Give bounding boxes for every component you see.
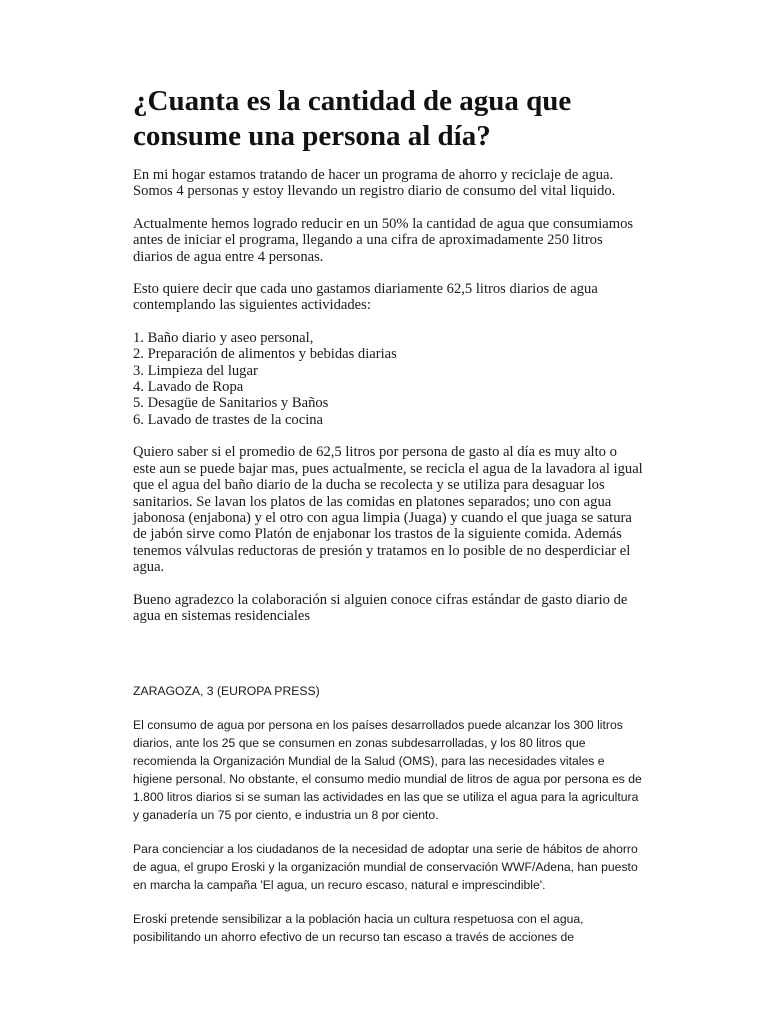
- list-item: 4. Lavado de Ropa: [133, 379, 244, 396]
- page-title: ¿Cuanta es la cantidad de agua que consume una persona al día?: [133, 85, 572, 152]
- question-paragraph-1: Quiero saber si el promedio de 62,5 litros por persona de gasto al día es muy alto o este aun se puede bajar mas, pues actualmente, se recicla el agua de la lavadora al igual que el agua del baño diario de la ducha se recolecta y se utiliza para desaguar los sanitarios. Se lavan los platos de las comidas en platones separados; uno con agua jabonosa (enjabona) y el otro con agua limpia (Juaga) y cuando el que juaga se satura de jabón sirve como Platón de enjabonar los trastos de la siguiente comida. Además tenemos válvulas reductoras de presión y tratamos en lo posible de no desperdiciar el agua.: [133, 444, 643, 576]
- news-paragraph-3: Eroski pretende sensibilizar a la población hacia un cultura respetuosa con el agua, posibilitando un ahorro efectivo de un recurso tan escaso a través de acciones de: [133, 912, 584, 945]
- question-paragraph-2: Bueno agradezco la colaboración si alguien conoce cifras estándar de gasto diario de agua en sistemas residenciales: [133, 591, 628, 624]
- list-item: 3. Limpieza del lugar: [133, 362, 258, 379]
- list-item: 6. Lavado de trastes de la cocina: [133, 411, 324, 428]
- intro-paragraph-3: Esto quiere decir que cada uno gastamos diariamente 62,5 litros diarios de agua contemplando las siguientes actividades:: [133, 281, 598, 314]
- news-section: [133, 682, 643, 946]
- list-item: 1. Baño diario y aseo personal,: [133, 329, 314, 346]
- news-dateline: ZARAGOZA, 3 (EUROPA PRESS): [133, 684, 320, 699]
- activities-list: [133, 330, 643, 428]
- intro-paragraph-2: Actualmente hemos logrado reducir en un 50% la cantidad de agua que consumiamos antes de iniciar el programa, llegando a una cifra de aproximadamente 250 litros diarios de agua entre 4 personas.: [133, 215, 634, 265]
- list-item: 5. Desagüe de Sanitarios y Baños: [133, 395, 329, 412]
- document-page: [133, 84, 643, 962]
- list-item: 2. Preparación de alimentos y bebidas diarias: [133, 346, 397, 363]
- news-paragraph-2: Para concienciar a los ciudadanos de la necesidad de adoptar una serie de hábitos de ahorro de agua, el grupo Eroski y la organización mundial de conservación WWF/Adena, han puesto en marcha la campaña 'El agua, un recuro escaso, natural e imprescindible'.: [133, 842, 638, 893]
- intro-paragraph-1: En mi hogar estamos tratando de hacer un programa de ahorro y reciclaje de agua. Somos 4 personas y estoy llevando un registro diario de consumo del vital liquido.: [133, 167, 616, 200]
- news-paragraph-1: El consumo de agua por persona en los países desarrollados puede alcanzar los 300 litros diarios, ante los 25 que se consumen en zonas subdesarrolladas, y los 80 litros que recomienda la Organización Mundial de la Salud (OMS), para las necesidades vitales e higiene personal. No obstante, el consumo medio mundial de litros de agua por persona es de 1.800 litros diarios si se suman las actividades en las que se utiliza el agua para la agricultura y ganadería un 75 por ciento, e industria un 8 por ciento.: [133, 718, 642, 823]
